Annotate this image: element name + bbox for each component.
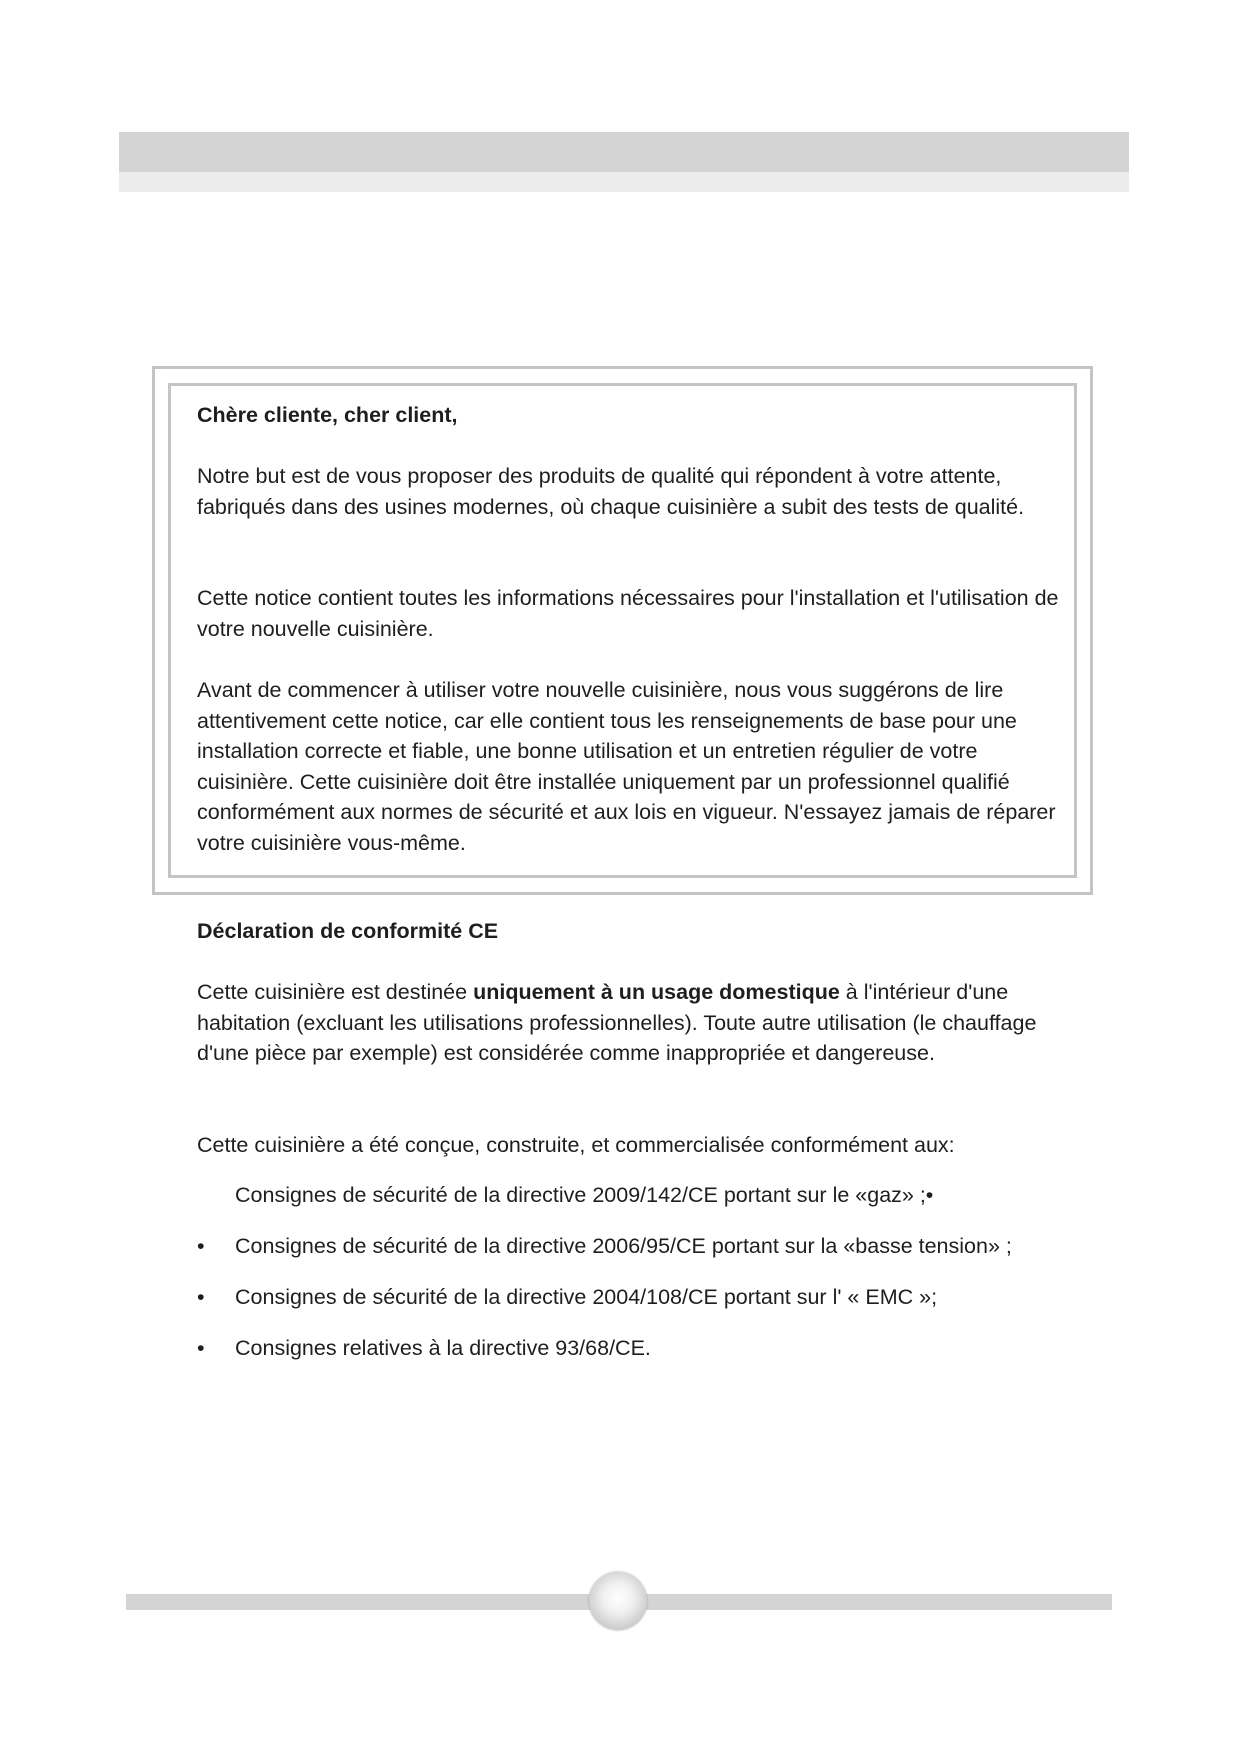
bullet-icon: •	[197, 1336, 205, 1360]
header-band-upper	[119, 132, 1129, 172]
directive-item-text: Consignes de sécurité de la directive 2004/108/CE portant sur l' « EMC »;	[235, 1285, 938, 1309]
usage-paragraph	[197, 977, 1077, 1069]
usage-text-before: Cette cuisinière est destinée	[197, 980, 474, 1004]
header-band	[119, 132, 1129, 192]
directive-item-text: Consignes de sécurité de la directive 2006/95/CE portant sur la «basse tension» ;	[235, 1234, 1012, 1258]
usage-text-bold: uniquement à un usage domestique	[473, 980, 840, 1004]
usage-text-after: à l'intérieur d'une habitation (excluant les utilisations professionnelles). Toute autre utilisation (le chauffage d'une pièce par exemple) est considérée comme inappropriée et dangereuse.	[197, 980, 1037, 1065]
directive-item-text: Consignes relatives à la directive 93/68/CE.	[235, 1336, 651, 1360]
bullet-icon: •	[197, 1285, 205, 1309]
conformity-intro: Cette cuisinière a été conçue, construite, et commercialisée conformément aux:	[197, 1133, 955, 1157]
intro-paragraph-3: Avant de commencer à utiliser votre nouvelle cuisinière, nous vous suggérons de lire attentivement cette notice, car elle contient tous les renseignements de base pour une installation correcte et fiable, une bonne utilisation et un entretien régulier de votre cuisinière. Cette cuisinière doit être installée uniquement par un professionnel qualifié conformément aux normes de sécurité et aux lois en vigueur. N'essayez jamais de réparer votre cuisinière vous-même.	[197, 678, 1056, 855]
header-band-lower	[119, 172, 1129, 192]
page-marker-circle-icon	[589, 1572, 647, 1630]
bullet-icon: •	[197, 1234, 205, 1258]
intro-paragraph-1: Notre but est de vous proposer des produits de qualité qui répondent à votre attente, fabriqués dans des usines modernes, où chaque cuisinière a subit des tests de qualité.	[197, 464, 1025, 519]
directive-item-text: Consignes de sécurité de la directive 2009/142/CE portant sur le «gaz» ;•	[235, 1183, 934, 1207]
declaration-heading: Déclaration de conformité CE	[197, 919, 499, 943]
greeting: Chère cliente, cher client,	[197, 403, 458, 427]
intro-paragraph-2: Cette notice contient toutes les informations nécessaires pour l'installation et l'utilisation de votre nouvelle cuisinière.	[197, 586, 1059, 641]
